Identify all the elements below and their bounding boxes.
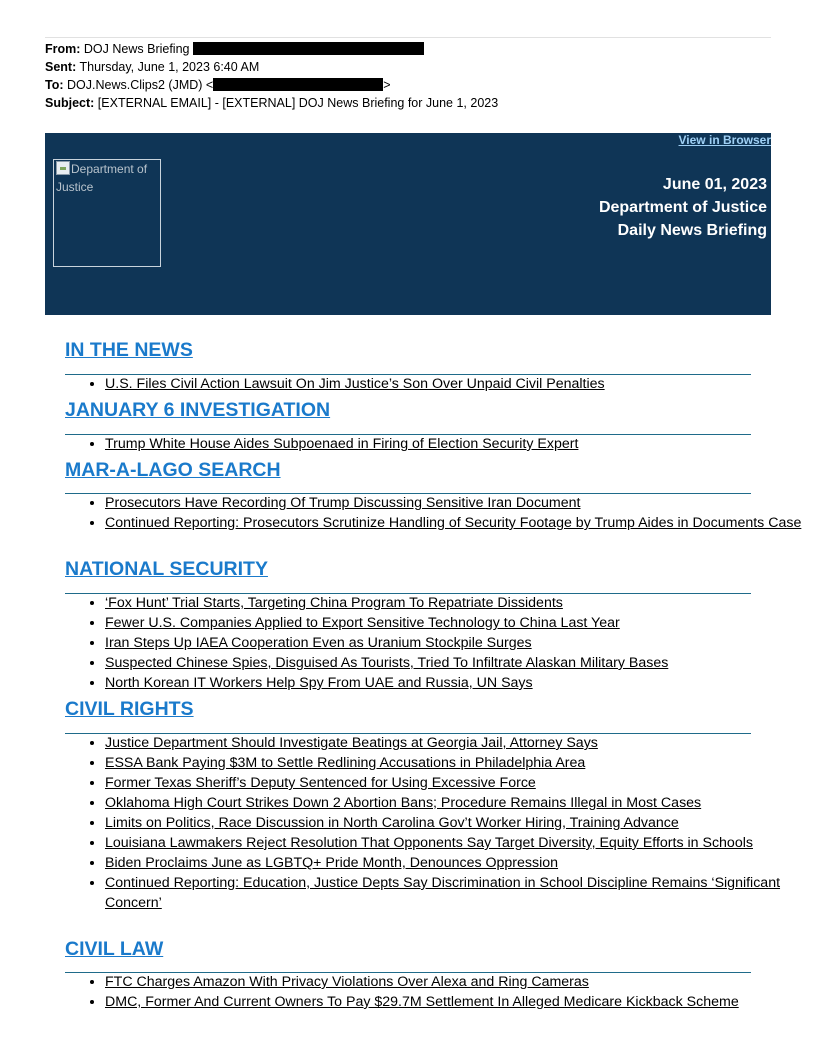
section-list-mar-a-lago [65,493,805,533]
header-divider [45,37,771,38]
news-link[interactable]: Suspected Chinese Spies, Disguised As Tourists, Tried To Infiltrate Alaskan Military Bases [105,655,669,671]
news-link[interactable]: Trump White House Aides Subpoenaed in Firing of Election Security Expert [105,436,579,452]
section-title-civil-rights[interactable]: CIVIL RIGHTS [65,698,194,720]
list-item [105,434,805,454]
from-label: From: [45,42,81,56]
news-link[interactable]: ‘Fox Hunt’ Trial Starts, Targeting China Program To Repatriate Dissidents [105,595,563,611]
news-link[interactable]: Biden Proclaims June as LGBTQ+ Pride Month, Denounces Oppression [105,855,559,871]
email-to-row [45,76,391,94]
news-link[interactable]: U.S. Files Civil Action Lawsuit On Jim Justice’s Son Over Unpaid Civil Penalties [105,376,605,392]
briefing-title: Daily News Briefing [617,222,767,239]
sent-label: Sent: [45,60,77,74]
news-link[interactable]: DMC, Former And Current Owners To Pay $29.7M Settlement In Alleged Medicare Kickback Scheme [105,994,739,1010]
section-list-national-security [65,593,805,693]
news-link[interactable]: Oklahoma High Court Strikes Down 2 Abortion Bans; Procedure Remains Illegal in Most Cases [105,795,702,811]
news-link[interactable]: Prosecutors Have Recording Of Trump Discussing Sensitive Iran Document [105,495,581,511]
news-link[interactable]: Louisiana Lawmakers Reject Resolution That Opponents Say Target Diversity, Equity Efforts in Schools [105,835,753,851]
list-item [105,653,805,673]
to-value: DOJ.News.Clips2 (JMD) < [67,78,214,92]
list-item [105,374,805,394]
email-subject-row [45,94,498,112]
list-item [105,773,805,793]
briefing-date: June 01, 2023 [662,176,767,193]
redaction-bar [213,78,383,91]
subject-label: Subject: [45,96,95,110]
section-list-civil-law [65,972,816,1012]
list-item [105,753,805,773]
list-item [105,793,805,813]
sent-value: Thursday, June 1, 2023 6:40 AM [79,60,260,74]
list-item [105,733,805,753]
section-title-january-6[interactable]: JANUARY 6 INVESTIGATION [65,399,331,421]
list-item [105,673,805,693]
news-link[interactable]: Former Texas Sheriff’s Deputy Sentenced for Using Excessive Force [105,775,536,791]
email-from-row [45,40,424,58]
news-link[interactable]: Continued Reporting: Education, Justice Depts Say Discrimination in School Discipline Remains ‘Significant Concern’ [105,875,781,911]
to-label: To: [45,78,64,92]
doj-logo-image [53,159,161,267]
list-item [105,513,805,533]
section-list-in-the-news [65,374,805,394]
logo-alt-text: Department of Justice [56,162,148,194]
section-list-january-6 [65,434,805,454]
list-item [105,813,805,833]
list-item [105,633,805,653]
list-item [105,613,805,633]
list-item [105,833,805,853]
news-link[interactable]: Limits on Politics, Race Discussion in North Carolina Gov’t Worker Hiring, Training Advance [105,815,679,831]
section-title-in-the-news[interactable]: IN THE NEWS [65,339,193,361]
subject-value: [EXTERNAL EMAIL] - [EXTERNAL] DOJ News Briefing for June 1, 2023 [97,96,499,110]
list-item [105,493,805,513]
news-link[interactable]: Continued Reporting: Prosecutors Scrutinize Handling of Security Footage by Trump Aides in Documents Case [105,515,802,531]
section-title-civil-law[interactable]: CIVIL LAW [65,938,164,960]
news-link[interactable]: FTC Charges Amazon With Privacy Violations Over Alexa and Ring Cameras [105,974,589,990]
redaction-bar [193,42,424,55]
newsletter-banner [45,133,771,315]
banner-title-block [599,173,767,242]
view-in-browser-link[interactable]: View in Browser [678,133,771,147]
list-item [105,972,816,992]
broken-image-icon [56,161,70,175]
news-link[interactable]: Iran Steps Up IAEA Cooperation Even as Uranium Stockpile Surges [105,635,532,651]
list-item [105,873,805,913]
from-value: DOJ News Briefing [83,42,190,56]
news-link[interactable]: Fewer U.S. Companies Applied to Export Sensitive Technology to China Last Year [105,615,620,631]
news-link[interactable]: North Korean IT Workers Help Spy From UAE and Russia, UN Says [105,675,533,691]
news-link[interactable]: Justice Department Should Investigate Beatings at Georgia Jail, Attorney Says [105,735,598,751]
list-item [105,992,816,1012]
briefing-org: Department of Justice [598,199,767,216]
email-sent-row [45,58,259,76]
section-title-mar-a-lago[interactable]: MAR-A-LAGO SEARCH [65,459,281,481]
list-item [105,853,805,873]
news-link[interactable]: ESSA Bank Paying $3M to Settle Redlining Accusations in Philadelphia Area [105,755,586,771]
to-close: > [383,78,391,92]
section-title-national-security[interactable]: NATIONAL SECURITY [65,558,268,580]
section-list-civil-rights [65,733,805,913]
list-item [105,593,805,613]
